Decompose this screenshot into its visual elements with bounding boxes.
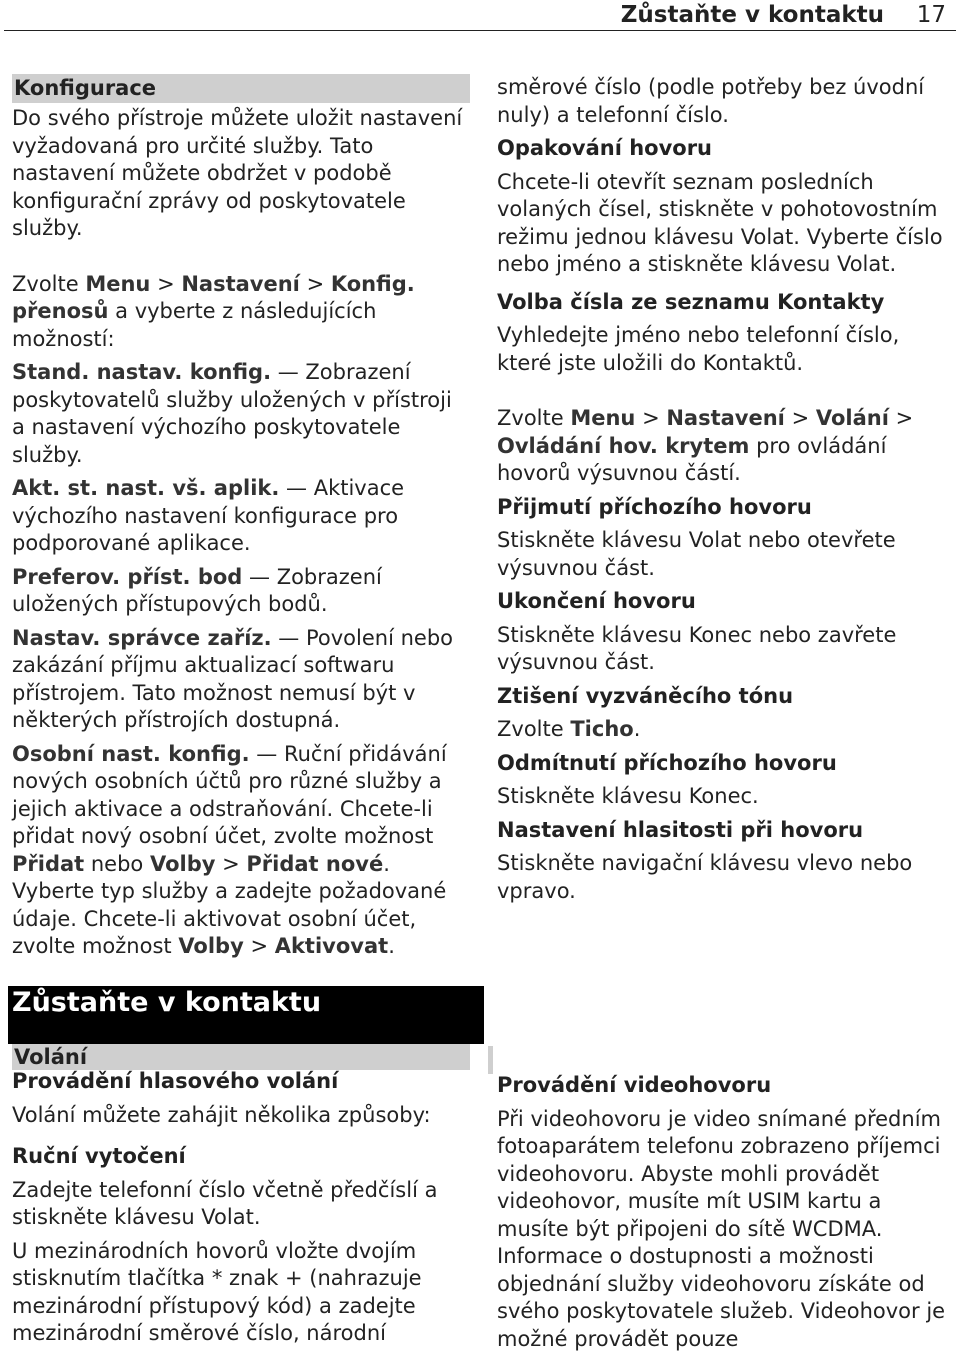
section-title-volani: Volání: [12, 1044, 470, 1070]
right-column-lower: [497, 1072, 953, 1353]
redial-text: Chcete-li otevřít seznam posledních volaných čísel, stiskněte v pohotovostním režimu jednou klávesu Volat. Vyberte číslo nebo jméno a stiskněte klávesu Volat.: [497, 169, 943, 276]
contacts-dial-text: Vyhledejte jméno nebo telefonní číslo, které jste uložili do Kontaktů.: [497, 323, 900, 375]
section-title-konfigurace: Konfigurace: [12, 74, 470, 103]
page-header: [0, 0, 960, 32]
call-volume-text: Stiskněte navigační klávesu vlevo nebo vpravo.: [497, 851, 913, 903]
continued-text: směrové číslo (podle potřeby bez úvodní nuly) a telefonní číslo.: [497, 75, 925, 127]
chapter-title: Zůstaňte v kontaktu: [8, 986, 484, 1044]
subsection-voice-call: Provádění hlasového volání: [12, 1069, 339, 1093]
right-column: [497, 74, 953, 905]
subsection-call-volume: Nastavení hlasitosti při hovoru: [497, 817, 864, 842]
option-item-personal: Osobní nast. konfig. — Ruční přidávání nových osobních účtů pro různé služby a jejich aktivace a odstraňování. Chcete-li přidat nový osobní účet, zvolte možnost Přidat nebo Volby > Přidat nové. Vyberte typ služby a zadejte požadované údaje. Chcete-li aktivovat osobní účet, zvolte možnost Volby > Aktivovat.: [12, 741, 447, 958]
option-item: Nastav. správce zaříz. — Povolení nebo zakázání příjmu aktualizací softwaru přístrojem. Tato možnost nemusí být v některých přístrojích dostupná.: [12, 625, 454, 732]
voice-intro: Volání můžete zahájit několika způsoby:: [12, 1102, 431, 1127]
nav-menu: Menu: [85, 271, 151, 296]
subsection-end-call: Ukončení hovoru: [497, 589, 696, 613]
running-title: Zůstaňte v kontaktu: [620, 2, 884, 28]
mute-ringtone-text: Zvolte Ticho.: [497, 717, 641, 741]
nav-konfig: Konfig. přenosů: [12, 271, 415, 323]
option-item: Stand. nastav. konfig. — Zobrazení poskytovatelů služby uložených v přístroji a nastavení výchozího poskytovatele služby.: [12, 360, 452, 467]
header-rule: [4, 30, 956, 31]
reject-call-text: Stiskněte klávesu Konec.: [497, 784, 759, 808]
subsection-contacts-dial: Volba čísla ze seznamu Kontakty: [497, 289, 885, 314]
option-item: Preferov. příst. bod — Zobrazení uložených přístupových bodů.: [12, 564, 382, 616]
end-call-text: Stiskněte klávesu Konec nebo zavřete výsuvnou část.: [497, 622, 897, 674]
column-divider-mark: [488, 1046, 493, 1074]
manual-dial-text: Zadejte telefonní číslo včetně předčíslí a stiskněte klávesu Volat.: [12, 1177, 438, 1229]
subsection-redial: Opakování hovoru: [497, 136, 713, 160]
subsection-mute-ringtone: Ztišení vyzváněcího tónu: [497, 683, 794, 708]
konfig-nav-instruction: Zvolte Menu > Nastavení > Konfig. přenosů a vyberte z následujících možností:: [12, 271, 415, 351]
cover-nav-instruction: Zvolte Menu > Nastavení > Volání > Ovládání hov. krytem pro ovládání hovorů výsuvnou částí.: [497, 406, 914, 485]
konfig-intro: Do svého přístroje můžete uložit nastavení vyžadovaná pro určité služby. Tato nastavení můžete obdržet v podobě konfigurační zprávy od poskytovatele služby.: [12, 106, 463, 240]
subsection-accept-call: Přijmutí příchozího hovoru: [497, 494, 812, 519]
accept-call-text: Stiskněte klávesu Volat nebo otevřete výsuvnou část.: [497, 528, 896, 580]
option-item: Akt. st. nast. vš. aplik. — Aktivace výchozího nastavení konfigurace pro podporované aplikace.: [12, 476, 405, 555]
video-call-text: Při videohovoru je video snímané předním fotoaparátem telefonu zobrazeno příjemci videohovoru. Abyste mohli provádět videohovor, musíte mít USIM kartu a musíte být připojeni do sítě WCDMA. Informace o dostupnosti a možnosti objednání služby videohovoru získáte od svého poskytovatele služeb. Videohovor je možné provádět pouze: [497, 1106, 946, 1351]
left-column: [12, 74, 470, 961]
left-column-lower: [12, 986, 470, 1348]
subsection-video-call: Provádění videohovoru: [497, 1073, 772, 1097]
subsection-reject-call: Odmítnutí příchozího hovoru: [497, 750, 837, 775]
subsection-manual-dial: Ruční vytočení: [12, 1144, 186, 1168]
page-number: 17: [916, 2, 946, 28]
international-call-text: U mezinárodních hovorů vložte dvojím stisknutím tlačítka * znak + (nahrazuje mezinárodní přístupový kód) a zadejte mezinárodní směrové číslo, národní: [12, 1238, 422, 1345]
nav-settings: Nastavení: [181, 271, 300, 296]
